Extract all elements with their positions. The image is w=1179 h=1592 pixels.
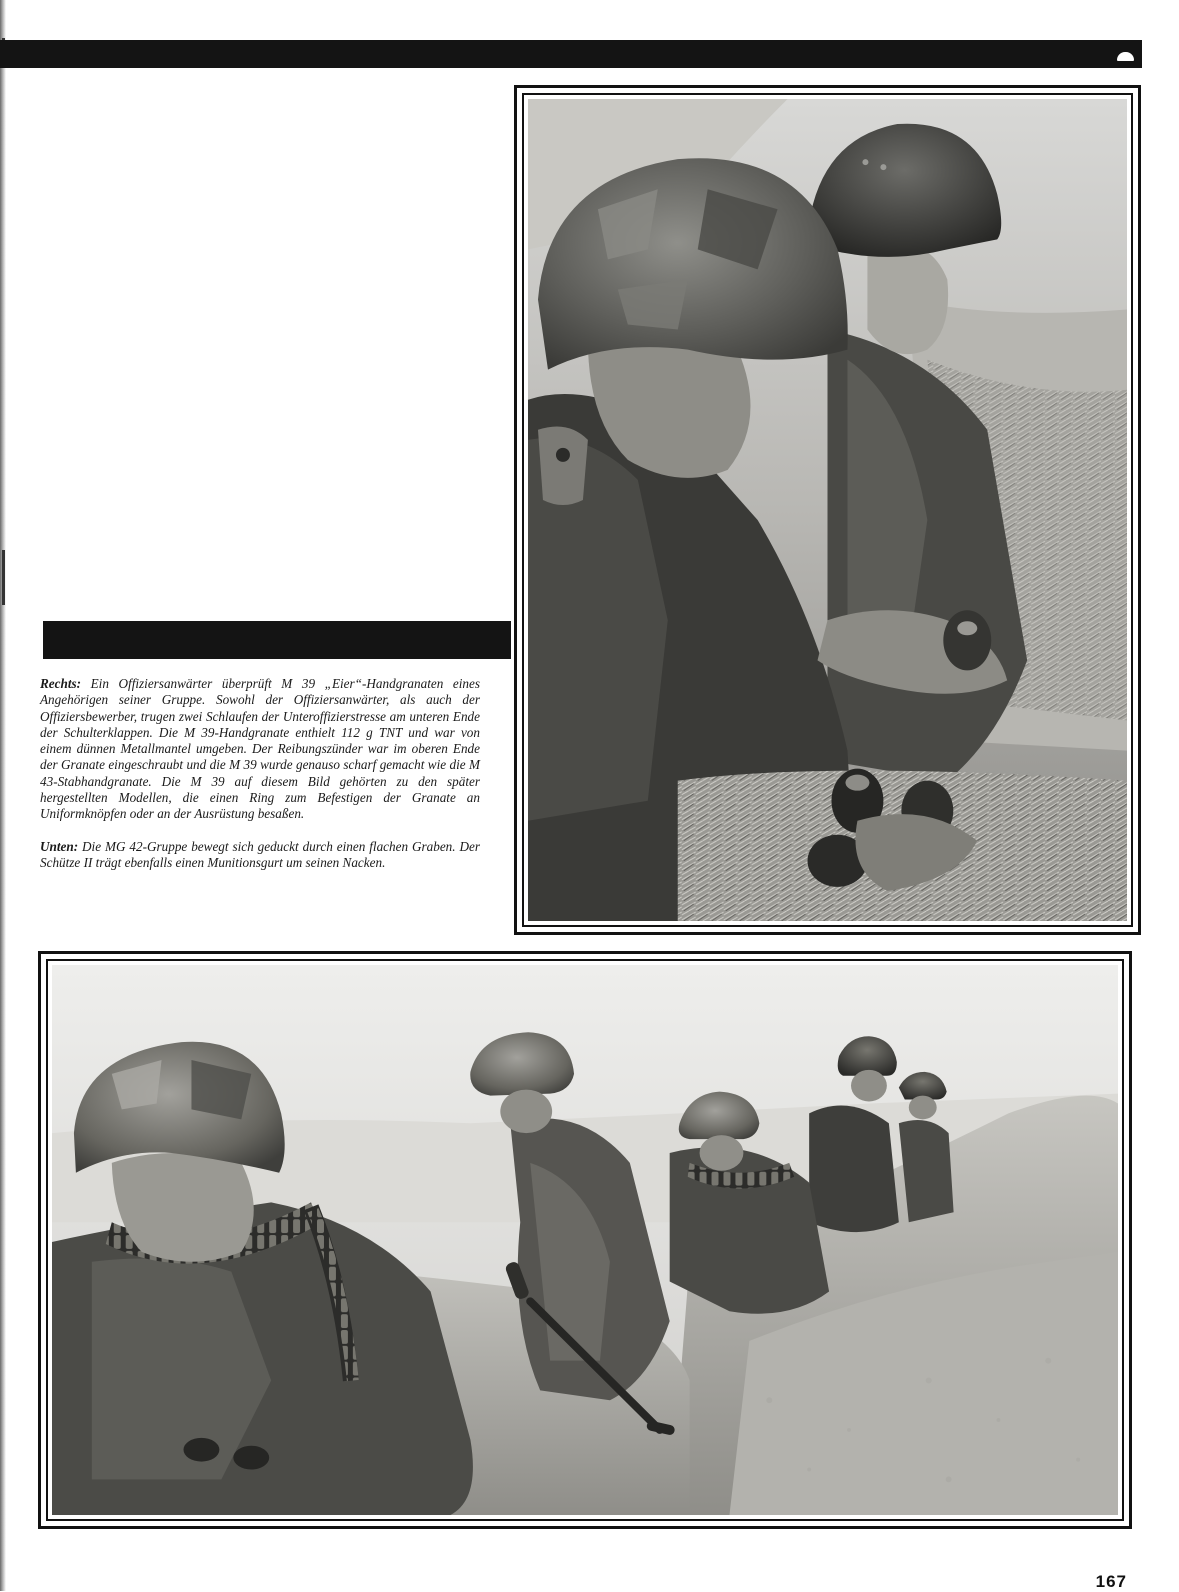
caption-right: [40, 676, 480, 823]
binding-mark: [2, 550, 5, 605]
caption-below: [40, 839, 480, 872]
photo-frame-inner: [522, 93, 1133, 927]
caption-divider-bar: [43, 621, 511, 659]
photo-grenade-inspection-image: [528, 99, 1127, 921]
helmet-icon: [1117, 52, 1134, 61]
caption-right-lead: Rechts:: [40, 676, 82, 691]
caption-column: [40, 676, 480, 887]
photo-mg42-team: [38, 951, 1132, 1529]
photo-frame-inner: [46, 959, 1124, 1521]
caption-right-text: Ein Offiziersanwärter überprüft M 39 „Eier“-Handgranaten eines Angehörigen seiner Gruppe. Sowohl der Offiziersanwärter, als auch der Offiziersbewerber, trugen zwei Schlaufen der Unteroffizierstresse am unteren Ende der Schulterklappen. Die M 39-Handgranate enthielt 112 g TNT und war von einem dünnen Metallmantel umgeben. Der Reibungszünder war im oberen Ende der Granate eingeschraubt und die M 39 wurde genauso scharf gemacht wie die M 43-Stabhandgranate. Die M 39 auf diesem Bild gehörten zu den später hergestellten Modellen, die einen Ring zum Befestigen der Granate an Uniformknöpfen oder an der Ausrüstung besaßen.: [40, 676, 480, 822]
caption-below-lead: Unten:: [40, 838, 79, 854]
caption-below-text: Die MG 42-Gruppe bewegt sich geduckt durch einen flachen Graben. Der Schütze II trägt ebenfalls einen Munitionsgurt um seinen Nacken.: [40, 838, 480, 870]
binding-edge: [0, 0, 6, 1591]
page-number: 167: [1095, 1572, 1127, 1591]
photo-image: [52, 965, 1118, 1515]
photo-image: [528, 99, 1127, 921]
photo-grenade-inspection: [514, 85, 1141, 935]
photo-mg42-team-image: [52, 965, 1118, 1515]
running-header-bar: [0, 40, 1142, 68]
